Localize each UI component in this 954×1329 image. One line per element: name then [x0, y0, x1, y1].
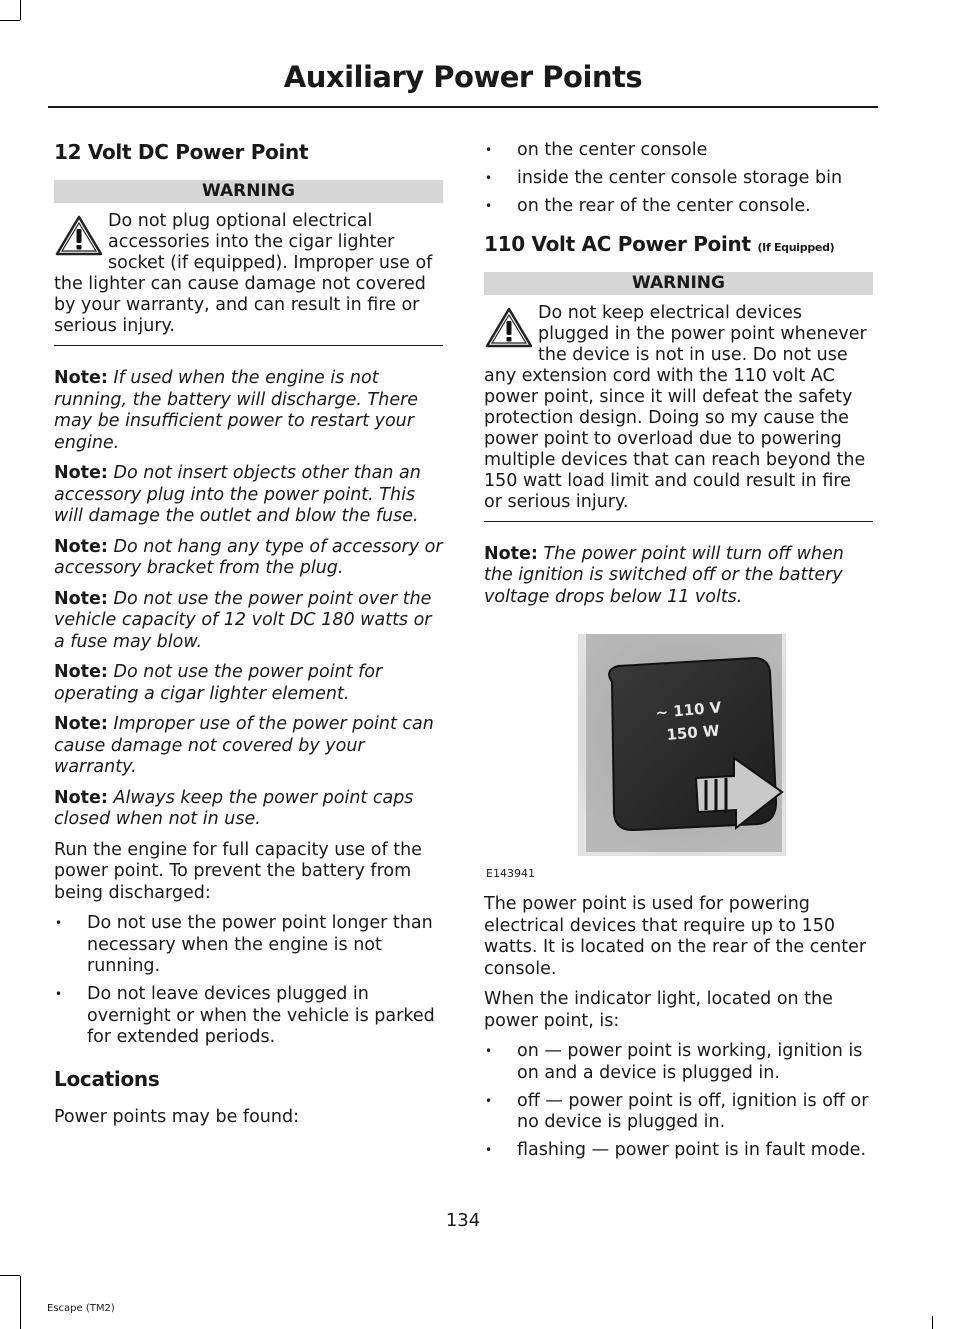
voltage-label: ~ 110 V: [654, 698, 723, 722]
list-item: • Do not leave devices plugged in overnight or when the vehicle is parked for extended periods.: [54, 984, 443, 1049]
list-item: • Do not use the power point longer than necessary when the engine is not running.: [54, 913, 443, 978]
left-column: [54, 140, 443, 1137]
body-paragraph: When the indicator light, located on the power point, is:: [484, 989, 833, 1031]
body-paragraph: Power points may be found:: [54, 1106, 299, 1127]
crop-mark: [20, 1276, 21, 1329]
warning-text: Do not keep electrical devices plugged in the power point whenever the device is not in use. Do not use any extension cord with the 110 volt AC power point, since it will defeat the safety protection design. Doing so my cause the power point to overload due to powering multiple devices that can reach beyond the 150 watt load limit and could result in fire or serious injury.: [484, 302, 867, 512]
note: Note: Do not use the power point for operating a cigar lighter element.: [54, 662, 383, 704]
section-title-12v: 12 Volt DC Power Point: [54, 140, 309, 164]
warning-block: [484, 303, 873, 513]
list-item: • on the center console: [484, 140, 873, 162]
body-paragraph: The power point is used for powering electrical devices that require up to 150 watts. It is located on the rear of the center console.: [484, 894, 867, 979]
warning-header: WARNING: [484, 272, 873, 295]
crop-mark: [0, 20, 20, 21]
power-point-figure: [484, 630, 873, 880]
list-item: • on the rear of the center console.: [484, 196, 873, 218]
right-column: [484, 140, 873, 1171]
power-outlet-illustration: [484, 630, 873, 862]
list-item: • flashing — power point is in fault mode.: [484, 1140, 873, 1162]
locations-list: [484, 140, 873, 218]
section-title-locations: Locations: [54, 1066, 160, 1091]
warning-divider: [54, 345, 443, 346]
note: Note: Do not use the power point over the vehicle capacity of 12 volt DC 180 watts or a fuse may blow.: [54, 588, 432, 652]
list-item: • inside the center console storage bin: [484, 168, 873, 190]
title-divider: [48, 106, 878, 108]
page-number: 134: [445, 1210, 481, 1231]
warning-triangle-icon: [484, 306, 534, 350]
if-equipped-label: (If Equipped): [757, 240, 835, 254]
body-paragraph: Run the engine for full capacity use of the power point. To prevent the battery from being discharged:: [54, 839, 422, 903]
page-title: Auxiliary Power Points: [283, 60, 643, 94]
bullet-list: [54, 913, 443, 1049]
note: Note: If used when the engine is not running, the battery will discharge. There may be insufficient power to restart your engine.: [54, 368, 419, 453]
warning-text: Do not plug optional electrical accessories into the cigar lighter socket (if equipped). Improper use of the lighter can cause damage not covered by your warranty, and can result in fire or serious injury.: [54, 211, 433, 336]
section-title-110v: 110 Volt AC Power Point (If Equipped): [484, 231, 835, 256]
footer-model: Escape (TM2): [47, 1303, 115, 1314]
note: Note: Do not hang any type of accessory or accessory bracket from the plug.: [54, 536, 443, 578]
list-item: • on — power point is working, ignition is on and a device is plugged in.: [484, 1041, 873, 1084]
warning-divider: [484, 521, 873, 522]
note: Note: Always keep the power point caps closed when not in use.: [54, 787, 414, 829]
warning-block: [54, 211, 443, 337]
warning-triangle-icon: [54, 214, 104, 258]
crop-mark: [932, 1316, 933, 1329]
wattage-label: 150 W: [665, 721, 721, 744]
list-item: • off — power point is off, ignition is off or no device is plugged in.: [484, 1091, 873, 1134]
crop-mark: [0, 1275, 20, 1276]
note: Note: The power point will turn off when the ignition is switched off or the battery voltage drops below 11 volts.: [484, 543, 844, 607]
note: Note: Do not insert objects other than an accessory plug into the power point. This will damage the outlet and blow the fuse.: [54, 463, 421, 526]
note: Note: Improper use of the power point can cause damage not covered by your warranty.: [54, 714, 434, 777]
warning-header: WARNING: [54, 180, 443, 203]
indicator-list: [484, 1041, 873, 1162]
crop-mark: [20, 0, 21, 20]
figure-id: E143941: [486, 867, 535, 880]
